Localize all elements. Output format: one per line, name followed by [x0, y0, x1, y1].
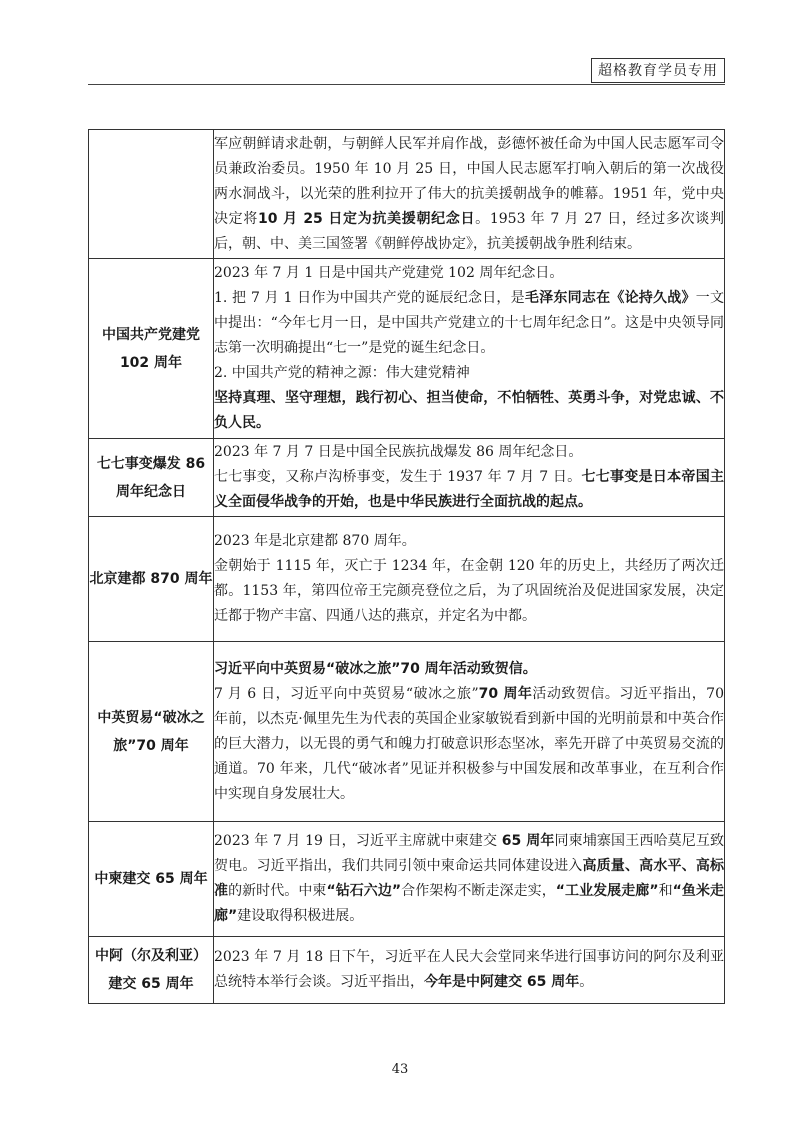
- body-text: 七七事变，又称卢沟桥事变，发生于 1937 年 7 月 7 日。: [214, 469, 582, 485]
- table-row: [89, 642, 725, 822]
- content-paragraph: [214, 132, 724, 257]
- row-label-text: 中国共产党建党 102 周年: [102, 326, 200, 371]
- table-row: [89, 937, 725, 1004]
- table-row: [89, 130, 725, 259]
- content-paragraph: [214, 945, 724, 995]
- row-label-text: 中阿（尔及利亚） 建交 65 周年: [95, 948, 207, 992]
- body-text: 合作架构不断走深走实，: [401, 883, 556, 899]
- body-text: 2023 年 7 月 1 日是中国共产党建党 102 周年纪念日。: [214, 265, 564, 281]
- row-content: [214, 937, 725, 1004]
- row-label: [89, 822, 214, 937]
- body-text: 2. 中国共产党的精神之源：伟大建党精神: [214, 365, 470, 381]
- bold-text: 10 月 25 日定为抗美援朝纪念日: [258, 210, 476, 227]
- bold-text: 毛泽东同志在《论持久战》: [524, 290, 696, 306]
- row-label: [89, 517, 214, 642]
- row-label: [89, 642, 214, 822]
- row-label-text: 北京建都 870 周年: [89, 571, 213, 587]
- content-paragraph: [214, 657, 724, 682]
- body-text: 2023 年 7 月 19 日，习近平主席就中柬建交: [214, 833, 502, 849]
- table-row: [89, 822, 725, 937]
- body-text: 和: [658, 883, 673, 899]
- header-tag: 超格教育学员专用: [591, 58, 725, 83]
- page-number: 43: [391, 1062, 409, 1077]
- row-content: [214, 642, 725, 822]
- row-label: [89, 259, 214, 439]
- row-label: [89, 937, 214, 1004]
- body-text: 1. 把 7 月 1 日作为中国共产党的诞辰纪念日，是: [214, 290, 525, 306]
- bold-text: “工业发展走廊”: [555, 883, 659, 899]
- content-paragraph: [214, 829, 724, 929]
- bold-text: 坚持真理、坚守理想，践行初心、担当使命，不怕牺牲、英勇斗争，对党忠诚、不负人民。: [214, 390, 724, 431]
- table-row: [89, 259, 725, 439]
- body-text: 军应朝鲜请求赴朝，与朝鲜人民军并肩作战，彭德怀被任命为中国人民志愿军司令员兼政治委员。1950 年 10 月 25 日，中国人民志愿军打响入朝后的第一次战役两水洞战斗，以光荣的胜利拉开了伟大的抗美援朝战争的帷幕。1951 年，党中央决定将: [214, 135, 724, 227]
- bold-text: 习近平向中英贸易“破冰之旅”70 周年活动致贺信。: [214, 660, 537, 677]
- row-content: [214, 130, 725, 259]
- content-paragraph: [214, 682, 724, 807]
- row-label-text: 中柬建交 65 周年: [94, 871, 208, 887]
- body-text: 7 月 6 日，习近平向中英贸易“破冰之旅”: [214, 685, 479, 702]
- table-row: [89, 517, 725, 642]
- bold-text: 65 周年: [501, 833, 555, 849]
- body-text: 。: [579, 974, 594, 990]
- row-label-text: 中英贸易“破冰之 旅”70 周年: [97, 709, 205, 754]
- row-content: [214, 259, 725, 439]
- events-table: [88, 129, 725, 1004]
- content-paragraph: [214, 386, 724, 436]
- row-label-text: 七七事变爆发 86 周年纪念日: [96, 455, 206, 500]
- bold-text: 高质量、高水平、高标准: [214, 858, 725, 899]
- bold-text: “鱼米走廊”: [214, 883, 725, 924]
- body-text: 建设取得积极进展。: [237, 908, 364, 924]
- row-content: [214, 517, 725, 642]
- bold-text: 七七事变是日本帝国主义全面侵华战争的开始，也是中华民族进行全面抗战的起点。: [214, 469, 724, 510]
- body-text: 2023 年 7 月 18 日下午，习近平在人民大会堂同来华进行国事访问的阿尔及利亚总统特本举行会谈。习近平指出，: [214, 949, 724, 990]
- header-divider: [88, 84, 725, 85]
- content-paragraph: [214, 465, 724, 515]
- content-paragraph: [214, 554, 724, 629]
- row-label: [89, 130, 214, 259]
- body-text: 。1953 年 7 月 27 日，经过多次谈判后，朝、中、美三国签署《朝鲜停战协定》，抗美援朝战争胜利结束。: [214, 210, 724, 252]
- table-row: [89, 439, 725, 517]
- content-paragraph: [214, 361, 724, 386]
- row-content: [214, 822, 725, 937]
- body-text: 同柬埔寨国王西哈莫尼互致贺电。习近平指出，我们共同引领中柬命运共同体建设进入: [214, 833, 724, 874]
- body-text: 2023 年是北京建都 870 周年。: [214, 533, 416, 549]
- body-text: 2023 年 7 月 7 日是中国全民族抗战爆发 86 周年纪念日。: [214, 444, 583, 460]
- bold-text: 70 周年: [478, 685, 533, 702]
- body-text: 的新时代。中柬: [228, 883, 327, 899]
- content-paragraph: [214, 286, 724, 361]
- bold-text: 今年是中阿建交 65 周年: [424, 974, 580, 990]
- body-text: 活动致贺信。习近平指出，70 年前，以杰克·佩里先生为代表的英国企业家敏锐看到新中国的光明前景和中英合作的巨大潜力，以无畏的勇气和魄力打破意识形态坚冰，率先开辟了中英贸易交流的通道。70 年来，几代“破冰者”见证并积极参与中国发展和改革事业，在互利合作中实现自身发展壮大。: [214, 685, 724, 802]
- bold-text: “钻石六边”: [326, 883, 402, 899]
- content-paragraph: [214, 261, 724, 286]
- content-paragraph: [214, 529, 724, 554]
- row-content: [214, 439, 725, 517]
- row-label: [89, 439, 214, 517]
- body-text: 一文中提出：“今年七月一日，是中国共产党建立的十七周年纪念日”。这是中央领导同志第一次明确提出“七一”是党的诞生纪念日。: [214, 290, 725, 356]
- body-text: 金朝始于 1115 年，灭亡于 1234 年，在金朝 120 年的历史上，共经历了两次迁都。1153 年，第四位帝王完颜亮登位之后，为了巩固统治及促进国家发展，决定迁都于物产丰富、四通八达的燕京，并定名为中都。: [214, 558, 724, 624]
- content-paragraph: [214, 440, 724, 465]
